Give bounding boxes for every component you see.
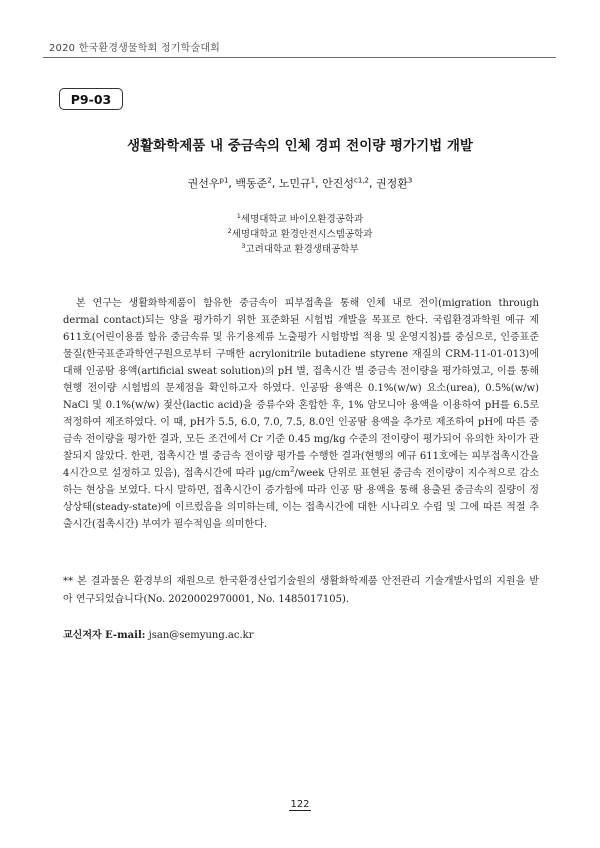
abstract-text: 본 연구는 생활화학제품이 함유한 중금속이 피부접촉을 통해 인체 내로 전이(migration through dermal contact)되는 양을 평가하기 위한 표준화된 시험법 개발을 목표로 한다. 국립환경과학원 예규 제 611호(어린이용품 함유 중금속류 및 유기용제류 노출평가 시험방법 적용 및 운영지침)를 중심으로, 인증표준물질(한국표준과학연구원으로부터 구매한 acrylonitrile butadiene styrene 재질의 CRM-11-01-013)에 대해 인공땀 용액(artificial sweat solution)의 pH 별, 접촉시간 별 중금속 전이량을 평가하였고, 이를 통해 현행 전이량 시험법의 문제점을 확인하고자 하였다. 인공땀 용액은 0.1%(w/w) 요소(urea), 0.5%(w/w) NaCl 및 0.1%(w/w) 젖산(lactic acid)을 증류수와 혼합한 후, 1% 암모니아 용액을 이용하여 pH를 6.5로 적정하여 제조하였다. 이 때, pH가 5.5, 6.0, 7.0, 7.5, 8.0인 인공땀 용액을 추가로 제조하여 pH에 따른 중금속 전이량을 평가한 결과, 모든 조건에서 Cr 기준 0.45 mg/kg 수준의 전이량이 평가되어 유의한 차이가 관찰되지 않았다. 한편, 접촉시간 별 중금속 전이량 평가를 수행한 결과(현행의 예규 611호에는 피부접촉시간을 4시간으로 설정하고 있음), 접촉시간에 따라 xyxy=(63,298,539,479)
author-affil-mark: 3 xyxy=(407,176,413,185)
affiliation-mark: 3 xyxy=(241,241,246,250)
author-affil-mark: 2 xyxy=(267,176,272,185)
author-name: 안진성 xyxy=(322,177,355,190)
affiliation-text: 고려대학교 환경생태공학부 xyxy=(245,244,359,255)
author-name: 권선우 xyxy=(187,177,220,190)
author-list: 권선우$^{p1}$, 백동준$^2$, 노민규$^1$, 안진성$^{c1,2}$, 권정환$^3$ xyxy=(187,176,413,190)
author-affil-mark: 1 xyxy=(310,176,316,185)
affiliation-text: 세명대학교 바이오환경공학과 xyxy=(240,214,364,225)
abstract-body xyxy=(63,295,539,533)
header-rule xyxy=(43,57,556,58)
affiliation-item xyxy=(0,242,600,257)
author-name: 백동준 xyxy=(235,177,268,190)
affiliation-mark: 2 xyxy=(227,226,232,235)
affiliation-mark: 1 xyxy=(236,211,241,220)
contact-email: jsan@semyung.ac.kr xyxy=(148,630,254,641)
unit-mu: μ xyxy=(258,468,266,479)
unit-text: g/cm xyxy=(265,468,290,479)
author-affil-mark: p1 xyxy=(219,176,229,185)
affiliation-text: 세명대학교 환경안전시스템공학과 xyxy=(231,229,373,240)
affiliation-item xyxy=(0,212,600,227)
abstract-text-tail: /week 단위로 표현된 중금속 전이량이 지수적으로 감소하는 현상을 보였다. 다시 말하면, 접촉시간이 증가함에 따라 인공 땀 용액을 통해 용출된 중금속의 질량이 정상상태(steady-state)에 이르렀음을 의미하는데, 이는 접촉시간에 대한 시나리오 수립 및 그에 따른 적절 추출시간(접촉시간) 부여가 필수적임을 의미한다. xyxy=(63,468,539,530)
page-number xyxy=(0,799,600,810)
affiliation-item xyxy=(0,227,600,242)
abstract-code-badge: P9-03 xyxy=(59,88,123,110)
unit-superscript: 2 xyxy=(289,465,295,474)
affiliation-list xyxy=(0,212,600,257)
author-name: 노민규 xyxy=(278,177,311,190)
contact-label: 교신저자 E-mail: xyxy=(63,630,146,641)
funding-note: ** 본 결과물은 환경부의 재원으로 한국환경산업기술원의 생활화학제품 안전관리 기술개발사업의 지원을 받아 연구되었습니다(No. 2020002970001, No. 1485017105). xyxy=(63,576,539,605)
paper-title: 생활화학제품 내 중금속의 인체 경피 전이량 평가기법 개발 xyxy=(127,138,473,154)
author-name: 권정환 xyxy=(376,177,408,190)
contact-line xyxy=(63,626,253,641)
running-head: 2020 한국환경생물학회 정기학술대회 xyxy=(49,43,221,54)
author-affil-mark: c1,2 xyxy=(354,176,370,185)
page-number-text: 122 xyxy=(290,799,310,810)
